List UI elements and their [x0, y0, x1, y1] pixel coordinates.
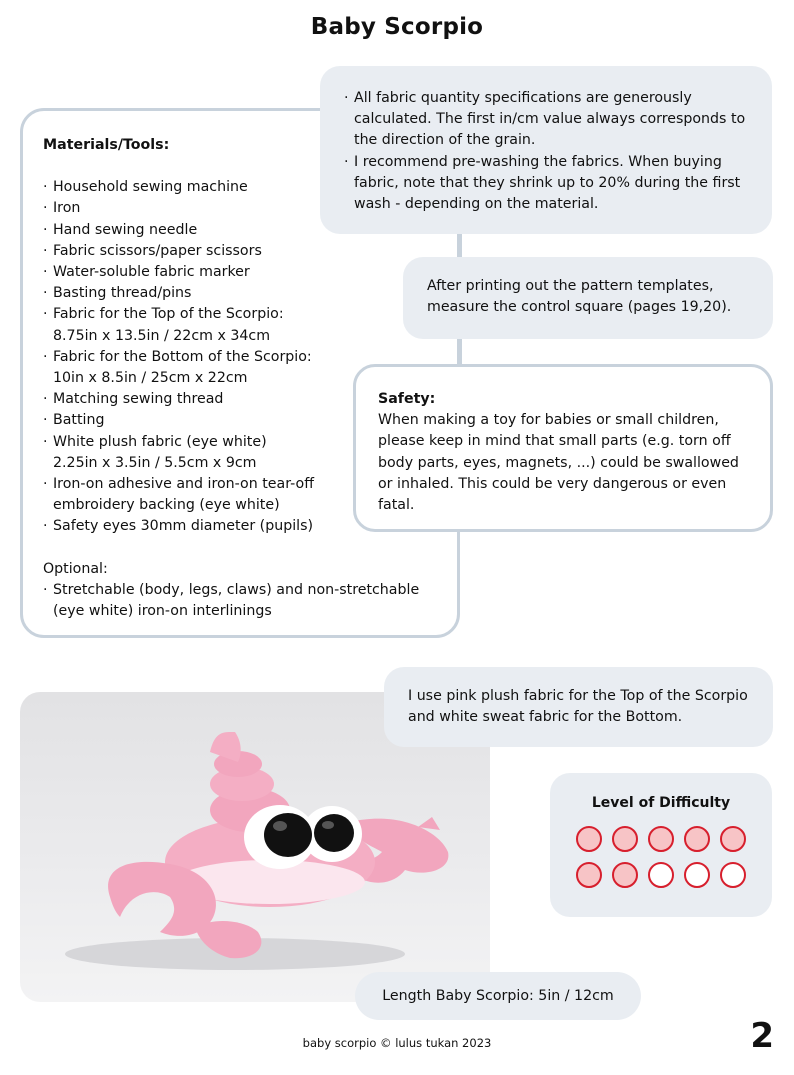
- materials-item-detail: 10in x 8.5in / 25cm x 22cm: [53, 370, 248, 387]
- optional-list: [43, 580, 439, 622]
- materials-item: · Matching sewing thread: [43, 389, 439, 410]
- materials-item: · Fabric for the Top of the Scorpio:: [43, 304, 439, 325]
- materials-item: · Fabric scissors/paper scissors: [43, 241, 439, 262]
- materials-item-detail: 8.75in x 13.5in / 22cm x 34cm: [53, 327, 271, 344]
- difficulty-dot-filled: [576, 826, 602, 852]
- safety-box: [353, 364, 773, 532]
- fabric-quantity-note: [320, 66, 772, 234]
- fabric-note-list: [344, 88, 754, 215]
- safety-text: When making a toy for babies or small children, please keep in mind that small parts (e.g. torn off body parts, eyes, magnets, ...) could be swallowed or inhaled. This could be very dangerous or even fatal.: [378, 412, 739, 514]
- left-pupil: [264, 813, 312, 857]
- difficulty-dot-empty: [720, 862, 746, 888]
- difficulty-dot-filled: [684, 826, 710, 852]
- left-eye-shine: [273, 821, 287, 831]
- difficulty-dot-filled: [612, 826, 638, 852]
- print-note: After printing out the pattern templates, measure the control square (pages 19,20).: [403, 257, 773, 339]
- materials-item-detail: embroidery backing (eye white): [53, 497, 280, 514]
- difficulty-dot-filled: [612, 862, 638, 888]
- page-number: 2: [750, 1016, 774, 1056]
- page-title: Baby Scorpio: [310, 14, 484, 40]
- materials-item: · Iron-on adhesive and iron-on tear-off: [43, 474, 439, 495]
- materials-item: · Fabric for the Bottom of the Scorpio:: [43, 347, 439, 368]
- materials-item: · Water-soluble fabric marker: [43, 262, 439, 283]
- difficulty-dot-filled: [576, 862, 602, 888]
- safety-heading: Safety:: [378, 391, 436, 407]
- materials-item: · Basting thread/pins: [43, 283, 439, 304]
- optional-item-detail: (eye white) iron-on interlinings: [53, 603, 272, 620]
- difficulty-dot-filled: [720, 826, 746, 852]
- fabric-choice-note: I use pink plush fabric for the Top of the Scorpio and white sweat fabric for the Bottom.: [384, 667, 773, 747]
- materials-item: · Safety eyes 30mm diameter (pupils): [43, 516, 439, 537]
- fabric-note-item: · I recommend pre-washing the fabrics. When buying fabric, note that they shrink up to 20% during the first wash - depending on the material.: [344, 152, 754, 216]
- materials-item-detail: 2.25in x 3.5in / 5.5cm x 9cm: [53, 454, 257, 471]
- fabric-note-item: · All fabric quantity specifications are generously calculated. The first in/cm value always corresponds to the direction of the grain.: [344, 88, 754, 152]
- difficulty-heading: Level of Difficulty: [591, 795, 731, 811]
- difficulty-dot-empty: [648, 862, 674, 888]
- right-eye-shine: [322, 821, 334, 829]
- materials-item: · Iron: [43, 198, 439, 219]
- materials-item: · Hand sewing needle: [43, 220, 439, 241]
- difficulty-dot-filled: [648, 826, 674, 852]
- length-note: Length Baby Scorpio: 5in / 12cm: [355, 972, 641, 1020]
- materials-item: · Household sewing machine: [43, 177, 439, 198]
- difficulty-box: [550, 773, 772, 917]
- footer-credit: baby scorpio © lulus tukan 2023: [302, 1036, 492, 1050]
- difficulty-dot-empty: [684, 862, 710, 888]
- materials-heading: Materials/Tools:: [43, 137, 170, 153]
- right-pupil: [314, 814, 354, 852]
- optional-item: · Stretchable (body, legs, claws) and non-stretchable: [43, 580, 439, 601]
- optional-label: Optional:: [43, 560, 108, 577]
- materials-item: · Batting: [43, 410, 439, 431]
- materials-item: · White plush fabric (eye white): [43, 432, 439, 453]
